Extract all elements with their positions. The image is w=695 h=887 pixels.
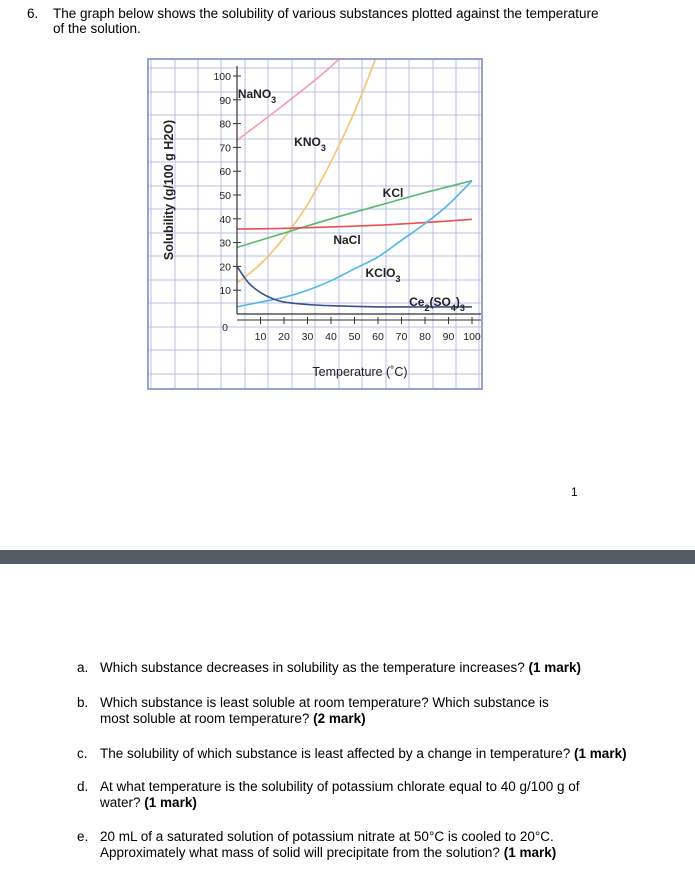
subquestion-text: 20 mL of a saturated solution of potassium nitrate at 50°C is cooled to 20°C. Approximately what mass of solid will precipitate from the solution?	[100, 829, 554, 860]
x-tick-label: 30	[301, 331, 314, 343]
series-label-kclo3: KClO$_3$	[365, 266, 401, 284]
subquestion-marks: (2 mark)	[313, 710, 366, 726]
subquestion-letter: a.	[77, 660, 89, 675]
series-label-kno3: $KNO_3$	[294, 135, 326, 153]
subquestion-text: Which substance is least soluble at room temperature? Which substance is most soluble at room temperature?	[100, 695, 549, 726]
subquestion-list	[0, 564, 695, 887]
y-tick-label: 70	[219, 142, 231, 155]
question-number: 6.	[27, 6, 39, 21]
y-tick-label: 40	[219, 213, 231, 226]
series-label-ce2so43: $Ce_2(SO_4)_3$	[409, 295, 465, 313]
subquestion-marks: (1 mark)	[503, 844, 557, 860]
y-tick-label: 50	[219, 190, 231, 202]
y-tick-label: 80	[219, 118, 231, 131]
x-tick-label: 100	[463, 331, 481, 343]
solubility-chart	[147, 58, 483, 390]
x-tick-label: 10	[254, 331, 267, 343]
page-divider	[0, 550, 695, 564]
series-label-nano3: NaNO$_3$	[237, 87, 277, 105]
series-label-nacl: NaCl	[333, 233, 361, 247]
subquestion-marks: (1 mark)	[574, 746, 627, 761]
x-tick-label: 70	[395, 331, 408, 343]
series-label-kcl: KCl	[382, 186, 404, 200]
subquestion-marks: (1 mark)	[528, 660, 582, 675]
subquestion-letter: d.	[77, 779, 89, 794]
subquestion-letter: b.	[77, 695, 89, 710]
x-tick-label: 50	[348, 331, 361, 343]
y-tick-label: 30	[219, 237, 231, 250]
x-tick-label: 80	[419, 331, 431, 343]
subquestion-text: At what temperature is the solubility of potassium chlorate equal to 40 g/100 g of water?	[100, 779, 580, 810]
subquestion-text: The solubility of which substance is least affected by a change in temperature?	[100, 746, 571, 761]
y-tick-label: 20	[219, 261, 231, 274]
x-axis-title: Temperature (˚C)	[312, 365, 408, 379]
x-tick-label: 20	[278, 331, 290, 343]
question-text: The graph below shows the solubility of various substances plotted against the temperature of the solution.	[53, 6, 599, 36]
x-tick-label: 60	[372, 331, 384, 343]
subquestion-letter: c.	[77, 746, 88, 761]
subquestion-letter: e.	[77, 829, 89, 844]
x-tick-label: 90	[442, 331, 455, 343]
y-tick-label: 90	[219, 94, 231, 107]
origin-label: 0	[222, 322, 228, 334]
subquestion-text: Which substance decreases in solubility as the temperature increases?	[100, 660, 525, 675]
subquestion-marks: (1 mark)	[144, 794, 197, 810]
page-number: 1	[571, 485, 578, 499]
x-tick-label: 40	[325, 331, 337, 343]
solubility-chart-svg	[147, 58, 483, 390]
y-tick-label: 10	[219, 285, 231, 298]
y-axis-title: Solubility (g/100 g H2O)	[162, 119, 176, 261]
y-tick-label: 60	[219, 166, 231, 179]
y-tick-label: 100	[213, 71, 231, 83]
